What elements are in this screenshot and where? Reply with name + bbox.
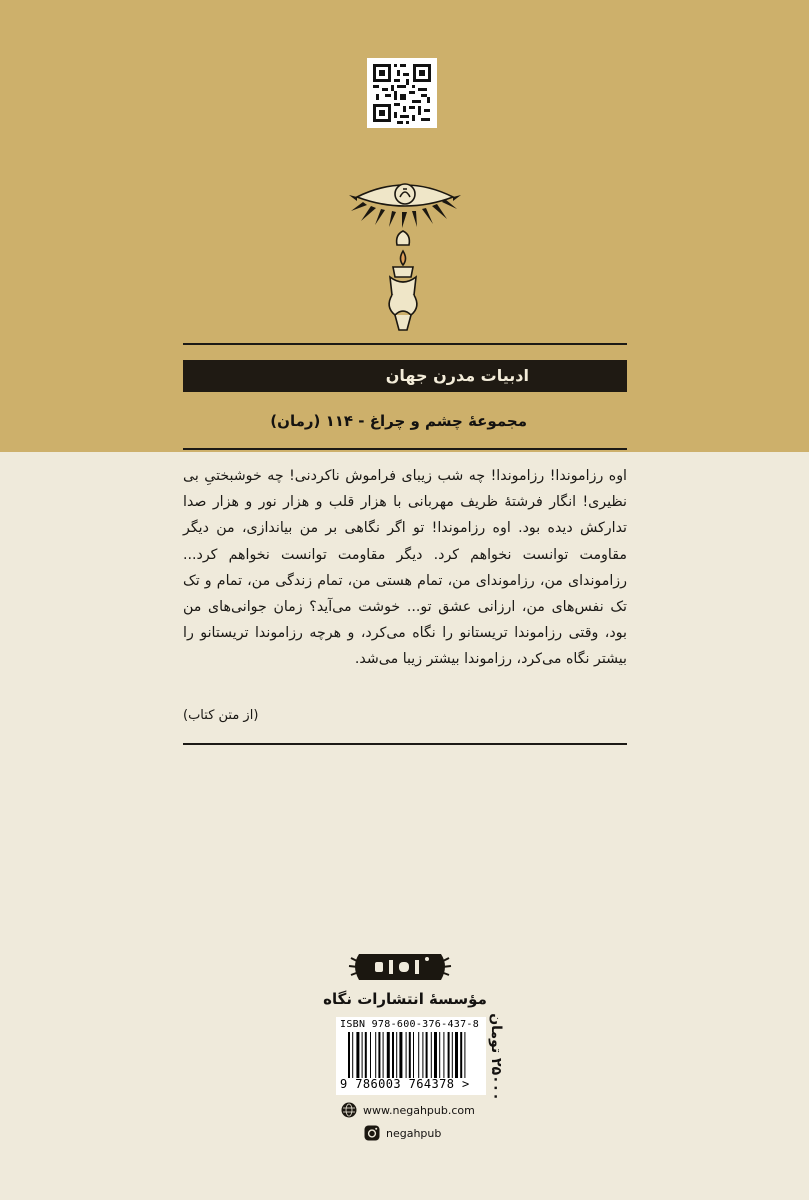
qr-code-icon xyxy=(367,58,437,128)
top-rule xyxy=(183,343,627,345)
excerpt-text: اوه رزاموندا! رزاموندا! چه شب زیبای فراموش ناکردنی! چه خوشبختیِ بی نظیری! انگار فرشتۀ ظریف مهربانی با هزار قلب و هزار نور و هزار صدا تدارکش دیده بود. اوه رزاموندا! تو اگر نگاهی بر من بیاندازی، من دیگر مقاومت توانست نخواهم کرد. دیگر مقاومت توانست نخواهم کرد... رزاموندای من، رزاموندای من، تمام هستی من، تمام زندگی من، تمام و تک تک نفس‌های من، ارزانی عشق تو... خوشت می‌آید؟ زمان جوانی‌های من بود، وقتی رزاموندا تریستانو را نگاه می‌کرد، و هرچه رزاموندا تریستانو را بیشتر نگاه می‌کرد، رزاموندا بیشتر زیبا می‌شد. xyxy=(183,468,627,668)
collection-line: مجموعۀ چشم و چراغ - ۱۱۴ (رمان) xyxy=(270,412,527,430)
eye-lamp-emblem-icon xyxy=(345,175,465,335)
instagram-link[interactable] xyxy=(364,1124,441,1142)
globe-icon xyxy=(341,1102,357,1118)
isbn-label: ISBN 978-600-376-437-8 xyxy=(340,1019,480,1030)
instagram-icon xyxy=(364,1125,380,1141)
website-text: www.negahpub.com xyxy=(363,1103,475,1117)
publisher-name: مؤسسۀ انتشارات نگاه xyxy=(323,990,487,1008)
isbn-barcode xyxy=(336,1017,486,1095)
series-title-banner: ادبیات مدرن جهان xyxy=(183,360,627,392)
barcode-bars xyxy=(348,1032,474,1078)
negah-logo-icon xyxy=(345,948,455,986)
price-text: ۲۵۰۰۰ تومان xyxy=(488,1013,504,1101)
barcode-number: 9 786003 764378 > xyxy=(340,1077,470,1091)
bottom-rule xyxy=(183,743,627,745)
price-tag xyxy=(483,1013,509,1101)
book-excerpt xyxy=(183,463,627,673)
website-link[interactable] xyxy=(341,1101,475,1119)
instagram-text: negahpub xyxy=(386,1126,442,1140)
excerpt-source: (از متن کتاب) xyxy=(183,708,259,723)
middle-rule xyxy=(183,448,627,450)
